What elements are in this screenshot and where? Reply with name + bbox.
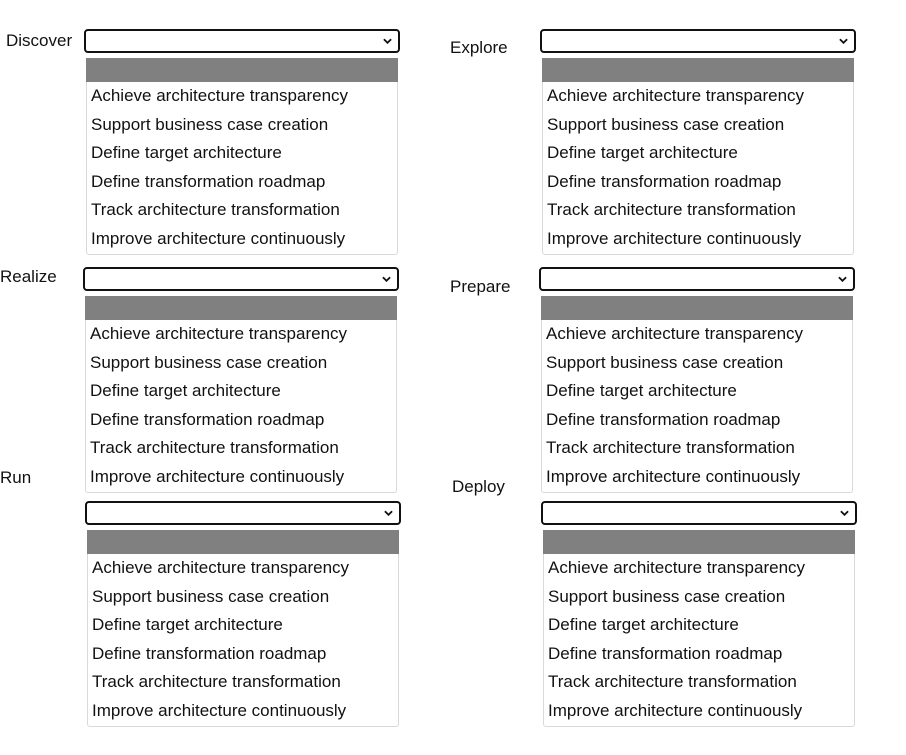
prepare-option[interactable]: Achieve architecture transparency (546, 324, 804, 343)
discover-option[interactable]: Improve architecture continuously (91, 228, 346, 248)
realize-option[interactable]: Define target architecture (90, 381, 281, 401)
realize-select[interactable] (83, 267, 399, 291)
label-discover: Discover (6, 31, 73, 50)
prepare-dropdown-list (541, 296, 853, 493)
realize-option[interactable]: Define transformation roadmap (90, 409, 325, 429)
realize-option[interactable]: Improve architecture continuously (90, 466, 345, 486)
run-select[interactable] (85, 501, 401, 525)
run-option[interactable]: Define transformation roadmap (92, 643, 327, 663)
run-option[interactable]: Track architecture transformation (92, 672, 341, 692)
chevron-down-icon (382, 276, 391, 282)
discover-select[interactable] (84, 29, 400, 53)
run-option[interactable]: Improve architecture continuously (92, 700, 347, 720)
deploy-option-blank[interactable] (543, 530, 855, 554)
label-explore: Explore (450, 38, 508, 57)
group-explore (540, 29, 856, 255)
prepare-option-blank[interactable] (541, 296, 853, 320)
realize-option[interactable]: Track architecture transformation (90, 438, 339, 458)
group-discover (84, 29, 400, 255)
explore-option[interactable]: Achieve architecture transparency (547, 86, 805, 105)
explore-option[interactable]: Define target architecture (547, 143, 738, 163)
discover-option-blank[interactable] (86, 58, 398, 82)
chevron-down-icon (384, 510, 393, 516)
label-prepare: Prepare (450, 277, 511, 296)
deploy-option[interactable]: Define target architecture (548, 615, 739, 635)
realize-option-blank[interactable] (85, 296, 397, 320)
run-option[interactable]: Achieve architecture transparency (92, 558, 350, 577)
prepare-option[interactable]: Support business case creation (546, 352, 784, 372)
prepare-select[interactable] (539, 267, 855, 291)
chevron-down-icon (840, 510, 849, 516)
discover-option[interactable]: Support business case creation (91, 114, 329, 134)
realize-option[interactable]: Support business case creation (90, 352, 328, 372)
prepare-option[interactable]: Improve architecture continuously (546, 466, 801, 486)
label-realize: Realize (0, 267, 57, 286)
group-deploy (541, 501, 857, 727)
explore-option-blank[interactable] (542, 58, 854, 82)
label-deploy: Deploy (452, 477, 505, 496)
realize-option[interactable]: Achieve architecture transparency (90, 324, 348, 343)
explore-option[interactable]: Track architecture transformation (547, 200, 796, 220)
deploy-dropdown-list (543, 530, 855, 727)
chevron-down-icon (383, 38, 392, 44)
explore-option[interactable]: Improve architecture continuously (547, 228, 802, 248)
explore-option[interactable]: Define transformation roadmap (547, 171, 782, 191)
group-realize (83, 267, 399, 493)
run-option-blank[interactable] (87, 530, 399, 554)
explore-option[interactable]: Support business case creation (547, 114, 785, 134)
run-option[interactable]: Define target architecture (92, 615, 283, 635)
deploy-option[interactable]: Support business case creation (548, 586, 786, 606)
prepare-option[interactable]: Track architecture transformation (546, 438, 795, 458)
explore-select[interactable] (540, 29, 856, 53)
prepare-option[interactable]: Define target architecture (546, 381, 737, 401)
group-run (85, 501, 401, 727)
discover-option[interactable]: Achieve architecture transparency (91, 86, 349, 105)
explore-dropdown-list (542, 58, 854, 255)
discover-dropdown-list (86, 58, 398, 255)
group-prepare (539, 267, 855, 493)
chevron-down-icon (838, 276, 847, 282)
discover-option[interactable]: Define transformation roadmap (91, 171, 326, 191)
label-run: Run (0, 468, 32, 487)
deploy-select[interactable] (541, 501, 857, 525)
run-option[interactable]: Support business case creation (92, 586, 330, 606)
discover-option[interactable]: Track architecture transformation (91, 200, 340, 220)
prepare-option[interactable]: Define transformation roadmap (546, 409, 781, 429)
deploy-option[interactable]: Improve architecture continuously (548, 700, 803, 720)
chevron-down-icon (839, 38, 848, 44)
run-dropdown-list (87, 530, 399, 727)
discover-option[interactable]: Define target architecture (91, 143, 282, 163)
deploy-option[interactable]: Track architecture transformation (548, 672, 797, 692)
realize-dropdown-list (85, 296, 397, 493)
deploy-option[interactable]: Achieve architecture transparency (548, 558, 806, 577)
deploy-option[interactable]: Define transformation roadmap (548, 643, 783, 663)
